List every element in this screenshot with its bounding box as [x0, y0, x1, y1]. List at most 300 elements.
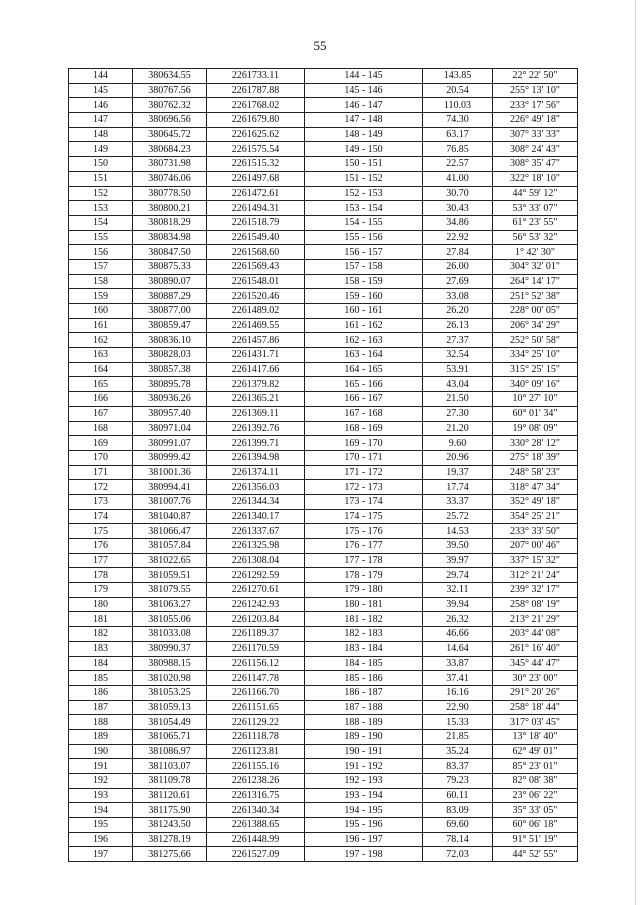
x-coordinate-cell: 381175.90: [133, 803, 207, 818]
bearing-cell: 56° 53' 32": [493, 230, 578, 245]
bearing-cell: 228° 00' 05": [493, 304, 578, 319]
bearing-cell: 248° 58' 23": [493, 465, 578, 480]
y-coordinate-cell: 2261118.78: [207, 729, 305, 744]
point-number-cell: 161: [69, 318, 133, 333]
point-number-cell: 186: [69, 685, 133, 700]
length-cell: 110.03: [423, 98, 493, 113]
point-number-cell: 165: [69, 377, 133, 392]
bearing-cell: 60° 01' 34": [493, 406, 578, 421]
segment-cell: 167 - 168: [305, 406, 423, 421]
point-number-cell: 146: [69, 98, 133, 113]
segment-cell: 195 - 196: [305, 818, 423, 833]
x-coordinate-cell: 381001.36: [133, 465, 207, 480]
table-row: [69, 274, 578, 289]
table-row: [69, 450, 578, 465]
length-cell: 27.84: [423, 245, 493, 260]
point-number-cell: 191: [69, 759, 133, 774]
table-row: [69, 98, 578, 113]
table-row: [69, 304, 578, 319]
page-number: 55: [313, 38, 327, 53]
point-number-cell: 173: [69, 494, 133, 509]
point-number-cell: 184: [69, 656, 133, 671]
bearing-cell: 308° 35' 47": [493, 157, 578, 172]
segment-cell: 177 - 178: [305, 553, 423, 568]
segment-cell: 170 - 171: [305, 450, 423, 465]
table-row: [69, 759, 578, 774]
x-coordinate-cell: 380836.10: [133, 333, 207, 348]
length-cell: 39.50: [423, 539, 493, 554]
y-coordinate-cell: 2261292.59: [207, 568, 305, 583]
segment-cell: 156 - 157: [305, 245, 423, 260]
length-cell: 43.04: [423, 377, 493, 392]
table-row: [69, 392, 578, 407]
length-cell: 34.86: [423, 215, 493, 230]
point-number-cell: 197: [69, 847, 133, 862]
bearing-cell: 10° 27' 10": [493, 392, 578, 407]
y-coordinate-cell: 2261489.02: [207, 304, 305, 319]
length-cell: 19.37: [423, 465, 493, 480]
y-coordinate-cell: 2261369.11: [207, 406, 305, 421]
length-cell: 22.90: [423, 700, 493, 715]
table-row: [69, 406, 578, 421]
y-coordinate-cell: 2261549.40: [207, 230, 305, 245]
bearing-cell: 334° 25' 10": [493, 348, 578, 363]
point-number-cell: 145: [69, 83, 133, 98]
segment-cell: 172 - 173: [305, 480, 423, 495]
y-coordinate-cell: 2261238.26: [207, 774, 305, 789]
y-coordinate-cell: 2261548.01: [207, 274, 305, 289]
x-coordinate-cell: 380828.03: [133, 348, 207, 363]
bearing-cell: 258° 08' 19": [493, 597, 578, 612]
point-number-cell: 187: [69, 700, 133, 715]
length-cell: 14.64: [423, 641, 493, 656]
y-coordinate-cell: 2261520.46: [207, 289, 305, 304]
table-row: [69, 774, 578, 789]
x-coordinate-cell: 380645.72: [133, 127, 207, 142]
y-coordinate-cell: 2261316.75: [207, 788, 305, 803]
point-number-cell: 157: [69, 259, 133, 274]
segment-cell: 178 - 179: [305, 568, 423, 583]
length-cell: 35.24: [423, 744, 493, 759]
length-cell: 29.74: [423, 568, 493, 583]
table-row: [69, 685, 578, 700]
y-coordinate-cell: 2261147.78: [207, 671, 305, 686]
x-coordinate-cell: 380877.00: [133, 304, 207, 319]
table-row: [69, 333, 578, 348]
point-number-cell: 185: [69, 671, 133, 686]
length-cell: 83.09: [423, 803, 493, 818]
table-row: [69, 465, 578, 480]
x-coordinate-cell: 381079.55: [133, 583, 207, 598]
segment-cell: 169 - 170: [305, 436, 423, 451]
y-coordinate-cell: 2261356.03: [207, 480, 305, 495]
table-row: [69, 612, 578, 627]
point-number-cell: 160: [69, 304, 133, 319]
segment-cell: 175 - 176: [305, 524, 423, 539]
length-cell: 39.97: [423, 553, 493, 568]
bearing-cell: 207° 00' 46": [493, 539, 578, 554]
segment-cell: 148 - 149: [305, 127, 423, 142]
y-coordinate-cell: 2261340.34: [207, 803, 305, 818]
length-cell: 72.03: [423, 847, 493, 862]
length-cell: 30.43: [423, 201, 493, 216]
x-coordinate-cell: 380859.47: [133, 318, 207, 333]
x-coordinate-cell: 381055.06: [133, 612, 207, 627]
y-coordinate-cell: 2261308.04: [207, 553, 305, 568]
point-number-cell: 193: [69, 788, 133, 803]
bearing-cell: 354° 25' 21": [493, 509, 578, 524]
x-coordinate-cell: 380800.21: [133, 201, 207, 216]
table-row: [69, 788, 578, 803]
segment-cell: 179 - 180: [305, 583, 423, 598]
y-coordinate-cell: 2261379.82: [207, 377, 305, 392]
point-number-cell: 151: [69, 171, 133, 186]
y-coordinate-cell: 2261123.81: [207, 744, 305, 759]
segment-cell: 174 - 175: [305, 509, 423, 524]
y-coordinate-cell: 2261575.54: [207, 142, 305, 157]
table-row: [69, 671, 578, 686]
table-row: [69, 436, 578, 451]
segment-cell: 194 - 195: [305, 803, 423, 818]
point-number-cell: 169: [69, 436, 133, 451]
length-cell: 30.70: [423, 186, 493, 201]
segment-cell: 150 - 151: [305, 157, 423, 172]
x-coordinate-cell: 380762.32: [133, 98, 207, 113]
length-cell: 33.87: [423, 656, 493, 671]
segment-cell: 182 - 183: [305, 627, 423, 642]
segment-cell: 190 - 191: [305, 744, 423, 759]
length-cell: 143.85: [423, 69, 493, 84]
x-coordinate-cell: 380991.07: [133, 436, 207, 451]
point-number-cell: 176: [69, 539, 133, 554]
length-cell: 17.74: [423, 480, 493, 495]
x-coordinate-cell: 380895.78: [133, 377, 207, 392]
y-coordinate-cell: 2261365.21: [207, 392, 305, 407]
point-number-cell: 152: [69, 186, 133, 201]
y-coordinate-cell: 2261787.88: [207, 83, 305, 98]
x-coordinate-cell: 381053.25: [133, 685, 207, 700]
table-row: [69, 729, 578, 744]
length-cell: 26.13: [423, 318, 493, 333]
table-row: [69, 583, 578, 598]
y-coordinate-cell: 2261679.80: [207, 113, 305, 128]
length-cell: 79.23: [423, 774, 493, 789]
length-cell: 14.53: [423, 524, 493, 539]
point-number-cell: 174: [69, 509, 133, 524]
segment-cell: 154 - 155: [305, 215, 423, 230]
bearing-cell: 85° 23' 01": [493, 759, 578, 774]
y-coordinate-cell: 2261344.34: [207, 494, 305, 509]
table-row: [69, 245, 578, 260]
segment-cell: 184 - 185: [305, 656, 423, 671]
bearing-cell: 264° 14' 17": [493, 274, 578, 289]
length-cell: 41.00: [423, 171, 493, 186]
segment-cell: 185 - 186: [305, 671, 423, 686]
x-coordinate-cell: 381063.27: [133, 597, 207, 612]
x-coordinate-cell: 381109.78: [133, 774, 207, 789]
x-coordinate-cell: 381086.97: [133, 744, 207, 759]
point-number-cell: 158: [69, 274, 133, 289]
x-coordinate-cell: 380971.04: [133, 421, 207, 436]
point-number-cell: 164: [69, 362, 133, 377]
x-coordinate-cell: 381065.71: [133, 729, 207, 744]
segment-cell: 146 - 147: [305, 98, 423, 113]
length-cell: 53.91: [423, 362, 493, 377]
point-number-cell: 162: [69, 333, 133, 348]
x-coordinate-cell: 381120.61: [133, 788, 207, 803]
x-coordinate-cell: 380990.37: [133, 641, 207, 656]
y-coordinate-cell: 2261768.02: [207, 98, 305, 113]
y-coordinate-cell: 2261394.98: [207, 450, 305, 465]
point-number-cell: 177: [69, 553, 133, 568]
y-coordinate-cell: 2261733.11: [207, 69, 305, 84]
segment-cell: 168 - 169: [305, 421, 423, 436]
table-row: [69, 421, 578, 436]
segment-cell: 152 - 153: [305, 186, 423, 201]
segment-cell: 153 - 154: [305, 201, 423, 216]
table-row: [69, 627, 578, 642]
bearing-cell: 203° 44' 08": [493, 627, 578, 642]
bearing-cell: 61° 23' 55": [493, 215, 578, 230]
bearing-cell: 226° 49' 18": [493, 113, 578, 128]
x-coordinate-cell: 380999.42: [133, 450, 207, 465]
bearing-cell: 233° 33' 50": [493, 524, 578, 539]
y-coordinate-cell: 2261170.59: [207, 641, 305, 656]
point-number-cell: 194: [69, 803, 133, 818]
point-number-cell: 182: [69, 627, 133, 642]
point-number-cell: 170: [69, 450, 133, 465]
length-cell: 74.30: [423, 113, 493, 128]
length-cell: 20.96: [423, 450, 493, 465]
segment-cell: 181 - 182: [305, 612, 423, 627]
table-row: [69, 157, 578, 172]
segment-cell: 183 - 184: [305, 641, 423, 656]
bearing-cell: 1° 42' 30": [493, 245, 578, 260]
point-number-cell: 167: [69, 406, 133, 421]
length-cell: 33.37: [423, 494, 493, 509]
segment-cell: 163 - 164: [305, 348, 423, 363]
length-cell: 37.41: [423, 671, 493, 686]
segment-cell: 166 - 167: [305, 392, 423, 407]
table-row: [69, 656, 578, 671]
x-coordinate-cell: 380857.38: [133, 362, 207, 377]
y-coordinate-cell: 2261494.31: [207, 201, 305, 216]
y-coordinate-cell: 2261325.98: [207, 539, 305, 554]
table-row: [69, 744, 578, 759]
length-cell: 32.11: [423, 583, 493, 598]
y-coordinate-cell: 2261569.43: [207, 259, 305, 274]
segment-cell: 173 - 174: [305, 494, 423, 509]
y-coordinate-cell: 2261399.71: [207, 436, 305, 451]
y-coordinate-cell: 2261155.16: [207, 759, 305, 774]
y-coordinate-cell: 2261203.84: [207, 612, 305, 627]
length-cell: 60.11: [423, 788, 493, 803]
bearing-cell: 322° 18' 10": [493, 171, 578, 186]
point-number-cell: 144: [69, 69, 133, 84]
x-coordinate-cell: 380847.50: [133, 245, 207, 260]
point-number-cell: 149: [69, 142, 133, 157]
table-row: [69, 553, 578, 568]
x-coordinate-cell: 380696.56: [133, 113, 207, 128]
y-coordinate-cell: 2261472.61: [207, 186, 305, 201]
y-coordinate-cell: 2261388.65: [207, 818, 305, 833]
bearing-cell: 213° 21' 29": [493, 612, 578, 627]
table-row: [69, 524, 578, 539]
bearing-cell: 252° 50' 58": [493, 333, 578, 348]
point-number-cell: 154: [69, 215, 133, 230]
bearing-cell: 22° 22' 50": [493, 69, 578, 84]
point-number-cell: 159: [69, 289, 133, 304]
point-number-cell: 178: [69, 568, 133, 583]
bearing-cell: 330° 28' 12": [493, 436, 578, 451]
length-cell: 21.85: [423, 729, 493, 744]
table-row: [69, 215, 578, 230]
bearing-cell: 239° 32' 17": [493, 583, 578, 598]
bearing-cell: 312° 21' 24": [493, 568, 578, 583]
length-cell: 9.60: [423, 436, 493, 451]
segment-cell: 159 - 160: [305, 289, 423, 304]
table-row: [69, 201, 578, 216]
point-number-cell: 180: [69, 597, 133, 612]
point-number-cell: 163: [69, 348, 133, 363]
scan-edge-line: [635, 0, 636, 905]
x-coordinate-cell: 380818.29: [133, 215, 207, 230]
segment-cell: 193 - 194: [305, 788, 423, 803]
segment-cell: 191 - 192: [305, 759, 423, 774]
point-number-cell: 153: [69, 201, 133, 216]
bearing-cell: 44° 59' 12": [493, 186, 578, 201]
x-coordinate-cell: 381054.49: [133, 715, 207, 730]
x-coordinate-cell: 380634.55: [133, 69, 207, 84]
segment-cell: 165 - 166: [305, 377, 423, 392]
y-coordinate-cell: 2261151.65: [207, 700, 305, 715]
point-number-cell: 155: [69, 230, 133, 245]
bearing-cell: 275° 18' 39": [493, 450, 578, 465]
y-coordinate-cell: 2261374.11: [207, 465, 305, 480]
point-number-cell: 172: [69, 480, 133, 495]
y-coordinate-cell: 2261340.17: [207, 509, 305, 524]
x-coordinate-cell: 380994.41: [133, 480, 207, 495]
table-row: [69, 597, 578, 612]
bearing-cell: 261° 16' 40": [493, 641, 578, 656]
bearing-cell: 337° 15' 32": [493, 553, 578, 568]
x-coordinate-cell: 381275.66: [133, 847, 207, 862]
bearing-cell: 340° 09' 16": [493, 377, 578, 392]
point-number-cell: 166: [69, 392, 133, 407]
table-row: [69, 847, 578, 862]
x-coordinate-cell: 380936.26: [133, 392, 207, 407]
length-cell: 39.94: [423, 597, 493, 612]
point-number-cell: 195: [69, 818, 133, 833]
x-coordinate-cell: 381057.84: [133, 539, 207, 554]
coordinates-table: [68, 68, 578, 862]
segment-cell: 162 - 163: [305, 333, 423, 348]
bearing-cell: 345° 44' 47": [493, 656, 578, 671]
point-number-cell: 150: [69, 157, 133, 172]
bearing-cell: 315° 25' 15": [493, 362, 578, 377]
length-cell: 63.17: [423, 127, 493, 142]
length-cell: 20.54: [423, 83, 493, 98]
x-coordinate-cell: 381020.98: [133, 671, 207, 686]
bearing-cell: 352° 49' 18": [493, 494, 578, 509]
length-cell: 21.50: [423, 392, 493, 407]
bearing-cell: 62° 49' 01": [493, 744, 578, 759]
point-number-cell: 188: [69, 715, 133, 730]
x-coordinate-cell: 380746.06: [133, 171, 207, 186]
table-row: [69, 113, 578, 128]
table-row: [69, 142, 578, 157]
y-coordinate-cell: 2261242.93: [207, 597, 305, 612]
table-row: [69, 259, 578, 274]
x-coordinate-cell: 380834.98: [133, 230, 207, 245]
length-cell: 26.32: [423, 612, 493, 627]
point-number-cell: 196: [69, 832, 133, 847]
table-row: [69, 127, 578, 142]
segment-cell: 188 - 189: [305, 715, 423, 730]
segment-cell: 157 - 158: [305, 259, 423, 274]
point-number-cell: 168: [69, 421, 133, 436]
length-cell: 33.08: [423, 289, 493, 304]
bearing-cell: 60° 06' 18": [493, 818, 578, 833]
segment-cell: 145 - 146: [305, 83, 423, 98]
segment-cell: 180 - 181: [305, 597, 423, 612]
x-coordinate-cell: 380731.98: [133, 157, 207, 172]
length-cell: 22.92: [423, 230, 493, 245]
segment-cell: 144 - 145: [305, 69, 423, 84]
table-row: [69, 230, 578, 245]
x-coordinate-cell: 381007.76: [133, 494, 207, 509]
length-cell: 15.33: [423, 715, 493, 730]
bearing-cell: 317° 03' 45": [493, 715, 578, 730]
bearing-cell: 307° 33' 33": [493, 127, 578, 142]
bearing-cell: 251° 52' 38": [493, 289, 578, 304]
segment-cell: 147 - 148: [305, 113, 423, 128]
table-row: [69, 186, 578, 201]
x-coordinate-cell: 380767.56: [133, 83, 207, 98]
segment-cell: 196 - 197: [305, 832, 423, 847]
segment-cell: 158 - 159: [305, 274, 423, 289]
x-coordinate-cell: 381059.13: [133, 700, 207, 715]
bearing-cell: 258° 18' 44": [493, 700, 578, 715]
y-coordinate-cell: 2261469.55: [207, 318, 305, 333]
y-coordinate-cell: 2261417.66: [207, 362, 305, 377]
segment-cell: 164 - 165: [305, 362, 423, 377]
length-cell: 83.37: [423, 759, 493, 774]
bearing-cell: 19° 08' 09": [493, 421, 578, 436]
table-row: [69, 377, 578, 392]
y-coordinate-cell: 2261527.09: [207, 847, 305, 862]
length-cell: 32.54: [423, 348, 493, 363]
coordinates-table-body: [69, 69, 578, 862]
y-coordinate-cell: 2261518.79: [207, 215, 305, 230]
table-row: [69, 318, 578, 333]
length-cell: 27.37: [423, 333, 493, 348]
table-row: [69, 348, 578, 363]
segment-cell: 197 - 198: [305, 847, 423, 862]
y-coordinate-cell: 2261156.12: [207, 656, 305, 671]
length-cell: 46.66: [423, 627, 493, 642]
table-row: [69, 818, 578, 833]
x-coordinate-cell: 381278.19: [133, 832, 207, 847]
bearing-cell: 53° 33' 07": [493, 201, 578, 216]
bearing-cell: 13° 18' 40": [493, 729, 578, 744]
y-coordinate-cell: 2261457.86: [207, 333, 305, 348]
point-number-cell: 171: [69, 465, 133, 480]
bearing-cell: 35° 33' 05": [493, 803, 578, 818]
x-coordinate-cell: 380875.33: [133, 259, 207, 274]
length-cell: 22.57: [423, 157, 493, 172]
segment-cell: 160 - 161: [305, 304, 423, 319]
